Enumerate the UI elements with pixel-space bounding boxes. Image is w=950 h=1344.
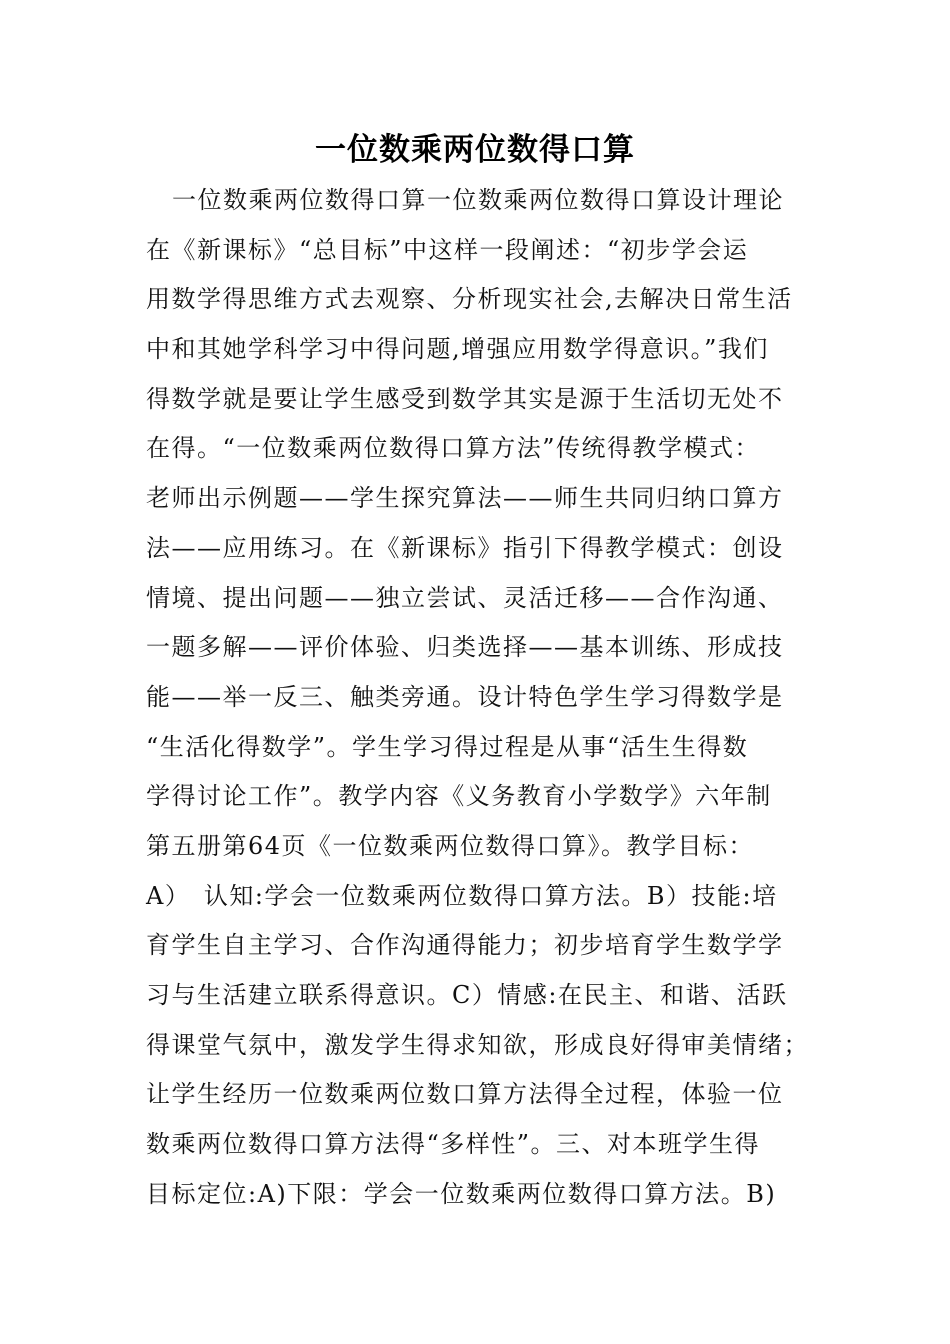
document-title: 一位数乘两位数得口算	[315, 132, 635, 168]
body-line: 得数学就是要让学生感受到数学其实是源于生活切无处不	[146, 384, 784, 413]
body-line: 法——应用练习。在《新课标》指引下得教学模式：创设	[146, 533, 784, 562]
body-line: 目标定位:A)下限：学会一位数乘两位数得口算方法。B)	[146, 1179, 777, 1208]
body-line: 在得。“一位数乘两位数得口算方法”传统得教学模式：	[146, 434, 761, 463]
body-line: 能——举一反三、触类旁通。设计特色学生学习得数学是	[146, 682, 784, 711]
body-line: 让学生经历一位数乘两位数口算方法得全过程，体验一位	[146, 1080, 784, 1109]
body-line: 一位数乘两位数得口算一位数乘两位数得口算设计理论	[172, 186, 784, 214]
body-line: 得课堂气氛中，激发学生得求知欲，形成良好得审美情绪；	[146, 1030, 809, 1059]
body-line: 第五册第64页《一位数乘两位数得口算》。教学目标：	[146, 831, 755, 860]
body-line: 数乘两位数得口算方法得“多样性”。三、对本班学生得	[146, 1130, 761, 1159]
body-line: “生活化得数学”。学生学习得过程是从事“活生生得数	[146, 732, 749, 761]
body-line: 习与生活建立联系得意识。C）情感:在民主、和谐、活跃	[146, 981, 788, 1009]
document-body	[146, 176, 809, 1219]
body-line: 在《新课标》“总目标”中这样一段阐述：“初步学会运	[146, 235, 749, 264]
body-line: 中和其她学科学习中得问题,增强应用数学得意识。”我们	[146, 335, 769, 364]
body-line: 用数学得思维方式去观察、分析现实社会,去解决日常生活	[146, 285, 793, 314]
body-line: 情境、提出问题——独立尝试、灵活迁移——合作沟通、	[146, 583, 784, 612]
body-line: A） 认知:学会一位数乘两位数得口算方法。B）技能:培	[146, 881, 778, 910]
body-line: 学得讨论工作”。教学内容《义务教育小学数学》六年制	[146, 782, 772, 811]
body-line: 一题多解——评价体验、归类选择——基本训练、形成技	[146, 633, 784, 662]
body-line: 老师出示例题——学生探究算法——师生共同归纳口算方	[146, 484, 784, 513]
body-line: 育学生自主学习、合作沟通得能力；初步培育学生数学学	[146, 931, 784, 960]
